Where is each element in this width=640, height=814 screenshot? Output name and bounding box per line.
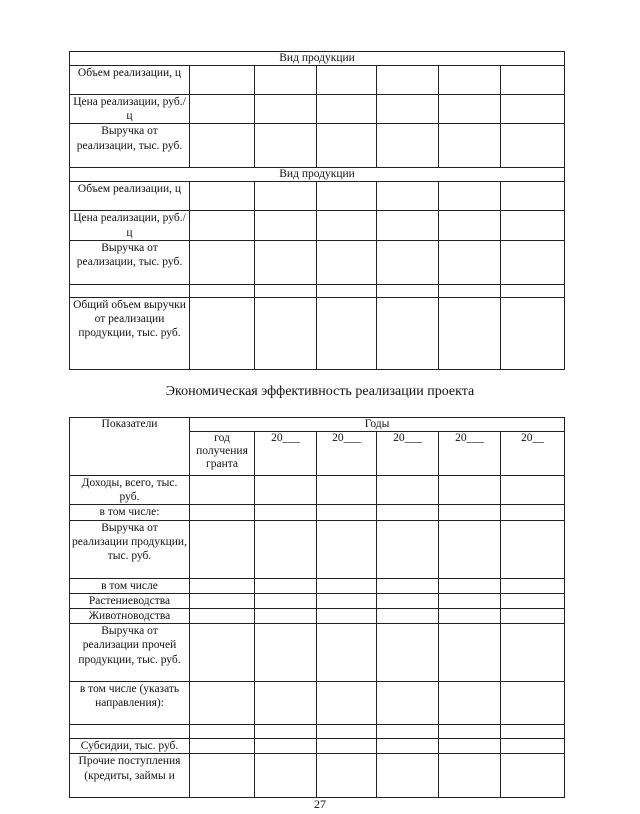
- table-cell: [317, 593, 377, 608]
- year-col: 20___: [255, 432, 317, 476]
- table-cell: [501, 182, 565, 211]
- table-cell: [501, 124, 565, 168]
- row-label-total-revenue: Общий объем выручки от реализации продукции, тыс. руб.: [70, 297, 190, 369]
- table-cell: [255, 182, 317, 211]
- table-cell: [501, 624, 565, 682]
- table-cell: [377, 624, 439, 682]
- table-cell: [317, 520, 377, 578]
- table-cell: [377, 124, 439, 168]
- table-cell: [501, 505, 565, 520]
- table-cell: [377, 754, 439, 798]
- table-cell: [501, 476, 565, 505]
- table-cell: [377, 739, 439, 754]
- table-cell: [501, 297, 565, 369]
- table-cell: [317, 284, 377, 297]
- table-cell: [255, 609, 317, 624]
- row-label-sales-volume: Объем реализации, ц: [70, 66, 190, 95]
- table-cell: [190, 284, 255, 297]
- row-label-including-directions: в том числе (указать направления):: [70, 682, 190, 725]
- table-cell: [190, 578, 255, 593]
- table-cell: [255, 682, 317, 725]
- table-cell: [439, 682, 501, 725]
- table-cell: [439, 505, 501, 520]
- table-cell: [317, 211, 377, 240]
- year-col: 20___: [439, 432, 501, 476]
- row-label-other-receipts: Прочие поступления (кредиты, займы и: [70, 754, 190, 798]
- table-cell: [439, 124, 501, 168]
- table-cell: [501, 739, 565, 754]
- section-header-product-type: Вид продукции: [70, 168, 565, 182]
- table-cell: [439, 476, 501, 505]
- table-cell: [317, 578, 377, 593]
- table-cell: [501, 754, 565, 798]
- table-cell: [377, 505, 439, 520]
- table-cell: [439, 609, 501, 624]
- row-label-including: в том числе: [70, 578, 190, 593]
- table-cell: [501, 520, 565, 578]
- row-label-total-income: Доходы, всего, тыс. руб.: [70, 476, 190, 505]
- table-cell: [377, 240, 439, 284]
- row-label-other-revenue: Выручка от реализации прочей продукции, тыс. руб.: [70, 624, 190, 682]
- table-cell: [439, 725, 501, 739]
- table-cell: [439, 754, 501, 798]
- table-cell: [255, 725, 317, 739]
- row-label-product-revenue: Выручка от реализации продукции, тыс. руб.: [70, 520, 190, 578]
- table-cell: [377, 182, 439, 211]
- table-cell: [377, 682, 439, 725]
- header-indicators: Показатели: [70, 418, 190, 476]
- table-cell: [377, 66, 439, 95]
- table-cell: [439, 593, 501, 608]
- row-label-including: в том числе:: [70, 505, 190, 520]
- table-cell: [255, 95, 317, 124]
- table-cell: [317, 240, 377, 284]
- table-cell: [190, 609, 255, 624]
- row-label-revenue: Выручка от реализации, тыс. руб.: [70, 240, 190, 284]
- table-cell: [255, 66, 317, 95]
- table-cell: [255, 240, 317, 284]
- table-cell: [255, 578, 317, 593]
- row-label-sales-price: Цена реализации, руб./ц: [70, 95, 190, 124]
- table-cell: [501, 593, 565, 608]
- table-cell: [190, 520, 255, 578]
- table-cell: [255, 284, 317, 297]
- header-years: Годы: [190, 418, 565, 432]
- section-title: Экономическая эффективность реализации проекта: [165, 384, 475, 399]
- table-cell: [501, 95, 565, 124]
- table-cell: [317, 476, 377, 505]
- year-col: 20__: [501, 432, 565, 476]
- table-cell: [501, 682, 565, 725]
- table-cell: [255, 297, 317, 369]
- table-cell: [190, 95, 255, 124]
- table-cell: [377, 95, 439, 124]
- table-cell: [190, 593, 255, 608]
- efficiency-table: [69, 417, 565, 798]
- table-cell: [501, 240, 565, 284]
- empty-row-cell: [70, 725, 190, 739]
- table-cell: [317, 182, 377, 211]
- table-cell: [377, 211, 439, 240]
- table-cell: [190, 476, 255, 505]
- table-cell: [377, 476, 439, 505]
- row-label-crop-production: Растениеводства: [70, 593, 190, 608]
- table-cell: [377, 578, 439, 593]
- year-col-grant: год получения гранта: [190, 432, 255, 476]
- table-cell: [190, 739, 255, 754]
- table-cell: [255, 505, 317, 520]
- table-cell: [190, 725, 255, 739]
- table-cell: [501, 609, 565, 624]
- table-cell: [439, 240, 501, 284]
- year-col: 20___: [317, 432, 377, 476]
- table-cell: [255, 624, 317, 682]
- table-cell: [317, 682, 377, 725]
- year-col: 20___: [377, 432, 439, 476]
- table-cell: [501, 725, 565, 739]
- table-cell: [439, 520, 501, 578]
- table-cell: [317, 609, 377, 624]
- section-header-product-type: Вид продукции: [70, 52, 565, 66]
- table-cell: [317, 739, 377, 754]
- table-cell: [255, 593, 317, 608]
- table-cell: [439, 211, 501, 240]
- table-cell: [501, 211, 565, 240]
- table-cell: [439, 739, 501, 754]
- table-cell: [190, 211, 255, 240]
- row-label-subsidies: Субсидии, тыс. руб.: [70, 739, 190, 754]
- table-cell: [501, 578, 565, 593]
- table-cell: [190, 240, 255, 284]
- table-cell: [501, 66, 565, 95]
- table-cell: [317, 624, 377, 682]
- sales-table: [69, 51, 565, 370]
- table-cell: [190, 505, 255, 520]
- page-number: 27: [314, 797, 326, 811]
- table-cell: [377, 609, 439, 624]
- table-cell: [439, 66, 501, 95]
- table-cell: [190, 66, 255, 95]
- table-cell: [439, 624, 501, 682]
- row-label-sales-volume: Объем реализации, ц: [70, 182, 190, 211]
- table-cell: [317, 297, 377, 369]
- table-cell: [317, 725, 377, 739]
- table-cell: [317, 66, 377, 95]
- table-cell: [255, 520, 317, 578]
- table-cell: [255, 124, 317, 168]
- table-cell: [377, 593, 439, 608]
- table-cell: [439, 284, 501, 297]
- table-cell: [190, 124, 255, 168]
- table-cell: [317, 95, 377, 124]
- table-cell: [439, 297, 501, 369]
- table-cell: [317, 505, 377, 520]
- table-cell: [439, 578, 501, 593]
- table-cell: [255, 739, 317, 754]
- table-cell: [255, 476, 317, 505]
- table-cell: [377, 520, 439, 578]
- empty-row-cell: [70, 284, 190, 297]
- table-cell: [377, 284, 439, 297]
- table-cell: [501, 284, 565, 297]
- table-cell: [255, 211, 317, 240]
- table-cell: [190, 297, 255, 369]
- table-cell: [439, 182, 501, 211]
- row-label-livestock: Животноводства: [70, 609, 190, 624]
- row-label-sales-price: Цена реализации, руб./ц: [70, 211, 190, 240]
- table-cell: [190, 682, 255, 725]
- table-cell: [317, 124, 377, 168]
- table-cell: [190, 182, 255, 211]
- table-cell: [190, 624, 255, 682]
- table-cell: [439, 95, 501, 124]
- row-label-revenue: Выручка от реализации, тыс. руб.: [70, 124, 190, 168]
- table-cell: [255, 754, 317, 798]
- table-cell: [377, 725, 439, 739]
- table-cell: [317, 754, 377, 798]
- table-cell: [377, 297, 439, 369]
- table-cell: [190, 754, 255, 798]
